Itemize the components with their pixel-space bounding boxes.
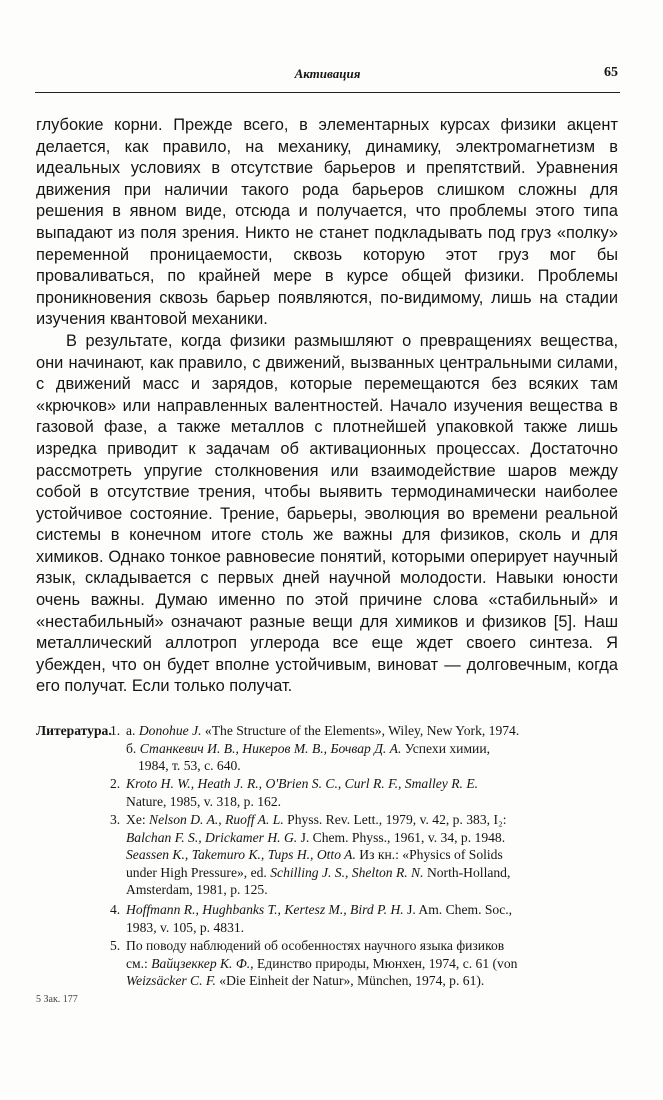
reference-authors: Станкевич И. В., Никеров М. В., Бочвар Д. А. (139, 740, 402, 756)
page-header (35, 66, 620, 93)
reference-details: Единство природы, Мюнхен, 1974, с. 61 (von (256, 955, 518, 971)
reference-details: 1983, v. 105, p. 4831. (126, 919, 245, 935)
reference-authors: Schilling J. S., Shelton R. N. (270, 864, 424, 880)
references-label: Литература. (36, 723, 112, 738)
reference-number: 4. (110, 902, 121, 917)
reference-details: Успехи химии, (404, 740, 490, 756)
reference-authors: Seassen K., Takemuro K., Tups H., Otto A. (126, 847, 356, 862)
reference-details: 1984, т. 53, с. 640. (138, 758, 241, 773)
reference-details: North-Holland, (426, 864, 511, 880)
main-text (36, 115, 618, 698)
reference-details: J. Chem. Physs., 1961, v. 34, p. 1948. (300, 829, 506, 845)
running-title: Активация (294, 66, 361, 81)
reference-details: Nature, 1985, v. 318, p. 162. (126, 793, 282, 809)
paragraph-2: В результате, когда физики размышляют о превращениях вещества, они начинают, как правило, с движений, вызванных центральными силами, с движений масс и зарядов, которые перемещаются без всяких там «крючков» или направленных валентностей. Начало изучения вещества в газовой фазе, а также металлов с плотнейшей упаковкой также лишь изредка приводит к задачам об активационных процессах. Достаточно рассмотреть упругие столкновения или взаимодействие шаров между собой в отсутствие трения, чтобы выявить термодинамически наиболее устойчивое состояние. Трение, барьеры, эволюция во времени реальной системы в конечном итоге столь же важны для физиков, сколь и для химиков. Однако тонкое равновесие понятий, которыми оперирует научный язык, складывается с первых дней научной молодости. Навыки юности очень важны. Думаю именно по этой причине слова «стабильный» и «нестабильный» означают разные вещи для химиков и физиков [5]. Наш металлический аллотроп углерода все еще ждет своего синтеза. Я убежден, что он будет вполне устойчивым, виноват — долговечным, когда его получат. Если только получат. (36, 331, 618, 696)
reference-subitem-prefix: а. (126, 723, 136, 738)
reference-authors: Вайцзеккер К. Ф., (151, 955, 254, 971)
reference-authors: Weizsäcker C. F. (126, 973, 216, 988)
paragraph-1: глубокие корни. Прежде всего, в элементарных курсах физики акцент делается, как правило, на механику, динамику, электромагнетизм в идеальных условиях в отсутствие барьеров и препятствий. Уравнения движения при наличии такого рода барьеров слишком сложны для решения в явном виде, отсюда и получается, что проблемы этого типа выпадают из поля зрения. Никто не станет подкладывать под груз «полку» переменной проницаемости, сквозь которую этот груз мог бы проваливаться, по крайней мере в курсе общей физики. Проблемы проникновения сквозь барьер появляются, по-видимому, лишь на стадии изучения квантовой механики. (36, 116, 618, 329)
reference-details: «The Structure of the Elements», Wiley, New York, 1974. (204, 723, 520, 738)
reference-details: under High Pressure», ed. (126, 864, 267, 880)
reference-prefix: см.: (126, 955, 148, 971)
reference-item-4 (110, 901, 618, 936)
reference-details: «Die Einheit der Natur», München, 1974, p. 61). (219, 973, 485, 988)
reference-item-2 (110, 775, 618, 810)
reference-authors: Kroto H. W., Heath J. R., O'Brien S. C., Curl R. F., Smalley R. E. (126, 776, 479, 791)
reference-details: Из кн.: «Physics of Solids (359, 847, 503, 862)
reference-details: По поводу наблюдений об особенностях научного языка физиков (126, 938, 505, 953)
reference-item-5 (110, 937, 618, 990)
reference-authors: Donohue J. (138, 723, 202, 738)
reference-number: 1. (110, 723, 121, 738)
reference-number: 5. (110, 938, 121, 953)
printer-signature: 5 Зак. 177 (36, 994, 78, 1005)
reference-item-1 (110, 722, 618, 775)
reference-item-3 (110, 811, 618, 899)
reference-details: J. Am. Chem. Soc., (407, 902, 513, 917)
reference-details: Amsterdam, 1981, p. 125. (126, 882, 268, 897)
reference-authors: Nelson D. A., Ruoff A. L. (149, 812, 284, 827)
reference-details: Physs. Rev. Lett., 1979, v. 42, p. 383, I₂: (287, 812, 507, 827)
reference-prefix: Xe: (126, 812, 146, 827)
reference-authors: Hoffmann R., Hughbanks T., Kertesz M., Bird P. H. (126, 902, 404, 917)
page-number: 65 (604, 65, 618, 80)
reference-subitem-prefix: б. (126, 740, 137, 756)
reference-authors: Balchan F. S., Drickamer H. G. (126, 829, 298, 845)
reference-number: 3. (110, 812, 121, 827)
reference-number: 2. (110, 776, 121, 791)
